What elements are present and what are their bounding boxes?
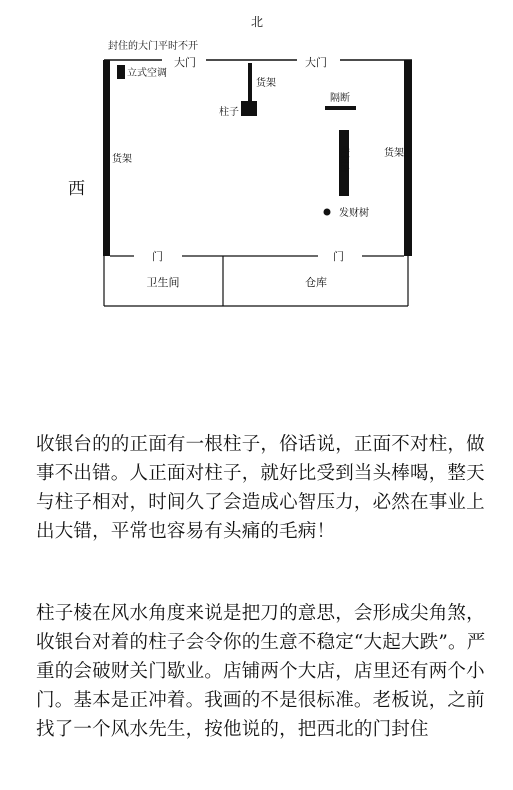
north-label: 北	[250, 15, 264, 29]
inner-door-left: 门	[152, 250, 163, 263]
bathroom-label: 卫生间	[146, 276, 180, 289]
partition-label: 隔断	[330, 93, 350, 104]
ac-label: 立式空调	[127, 68, 167, 79]
money-tree-dot	[324, 209, 331, 216]
front-door-left: 大门	[174, 56, 196, 69]
sealed-door-note: 封住的大门平时不开	[108, 41, 198, 52]
shelf-right-label: 货架	[384, 148, 404, 159]
money-tree-label: 发财树	[339, 208, 369, 219]
shelf-left-label: 货架	[112, 154, 132, 165]
warehouse-label: 仓库	[305, 276, 327, 289]
front-door-right: 大门	[305, 56, 327, 69]
center-shelf-label: 货架	[256, 78, 276, 89]
center-shelf	[248, 63, 252, 103]
partition	[325, 106, 356, 110]
west-label: 西	[68, 179, 85, 199]
article-paragraph-1: 收银台的的正面有一根柱子，俗话说，正面不对柱，做事不出错。人正面对柱子，就好比受到当头棒喝，整天与柱子相对，时间久了会造成心智压力，必然在事业上出大错，平常也容易有头痛的毛病！	[36, 434, 485, 542]
cashier-label: 收银台	[338, 146, 349, 174]
inner-door-right: 门	[333, 250, 344, 263]
pillar-label: 柱子	[219, 107, 239, 118]
ac-unit	[117, 65, 125, 79]
shelf-right-bar	[404, 60, 412, 256]
floor-plan-diagram	[0, 0, 513, 320]
article-paragraph-2: 柱子棱在风水角度来说是把刀的意思，会形成尖角煞，收银台对着的柱子会令你的生意不稳定“大起大跌”。严重的会破财关门歇业。店铺两个大店，店里还有两个小门。基本是正冲着。我画的不是很标准。老板说，之前找了一个风水先生，按他说的，把西北的门封住	[36, 603, 486, 740]
pillar	[241, 101, 257, 116]
shelf-left-bar	[103, 60, 110, 256]
